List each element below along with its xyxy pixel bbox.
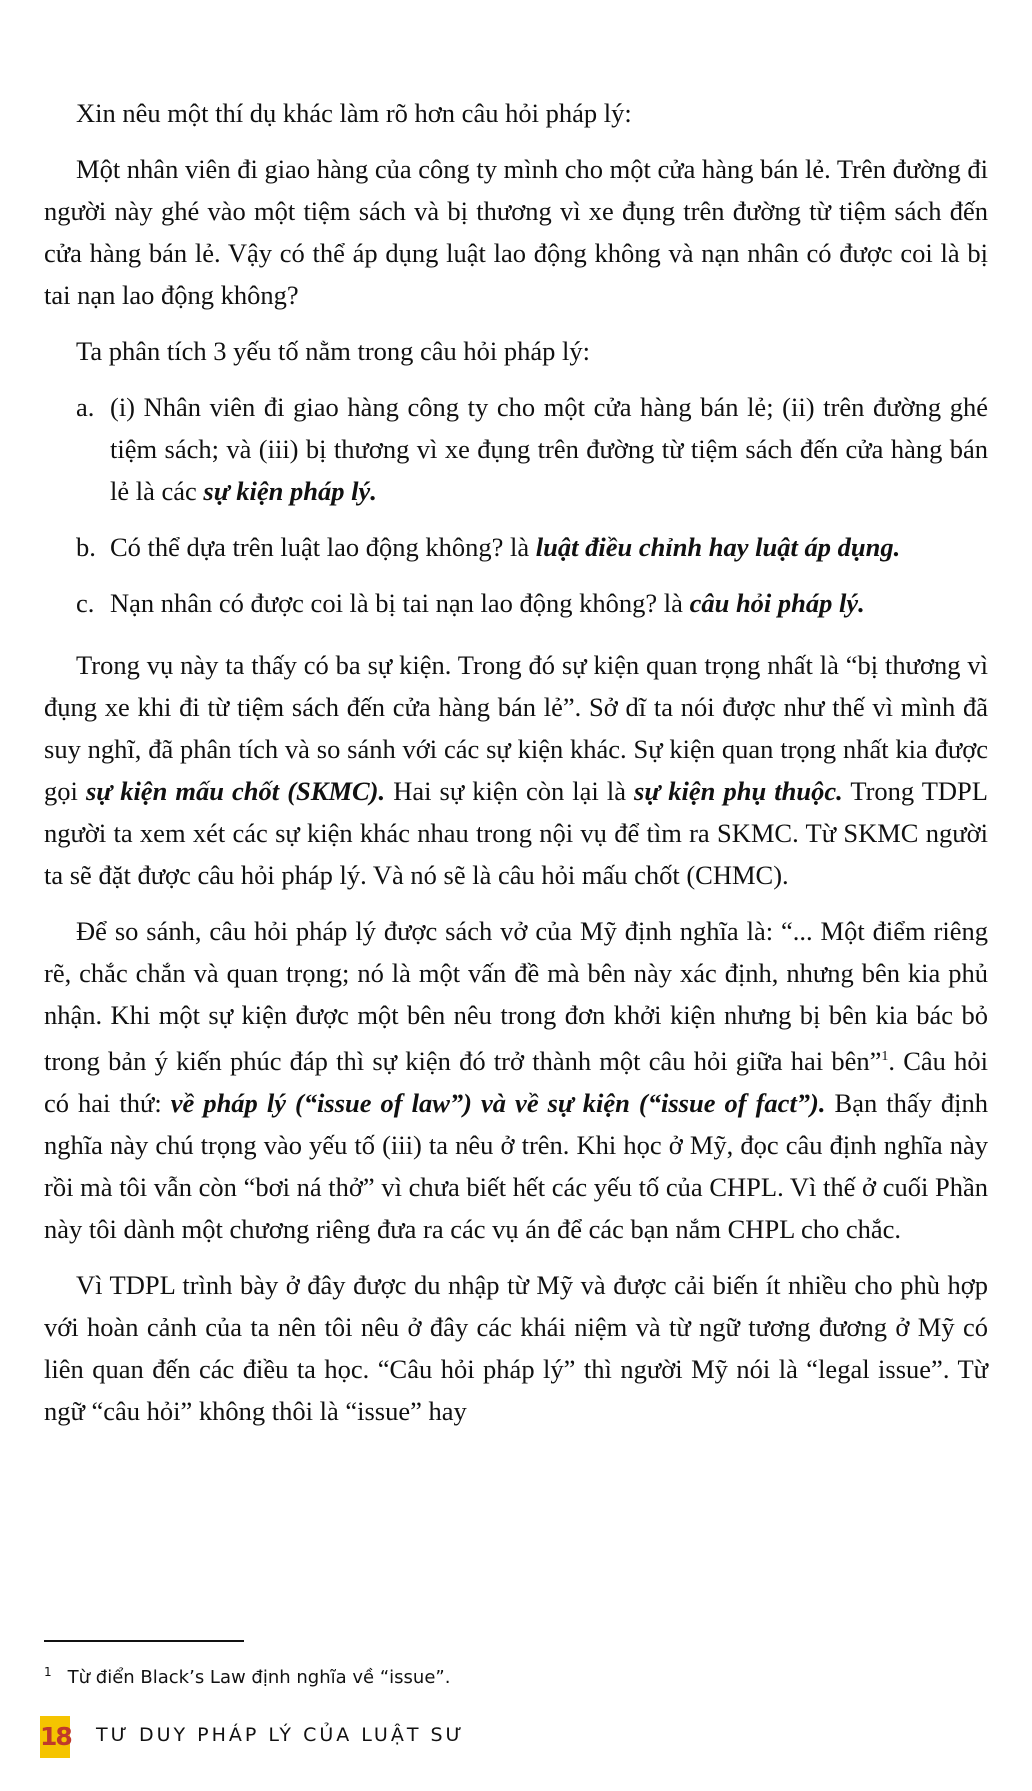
analysis-intro: Ta phân tích 3 yếu tố nằm trong câu hỏi pháp lý: (76, 336, 591, 366)
origin-paragraph: Vì TDPL trình bày ở đây được du nhập từ Mỹ và được cải biến ít nhiều cho phù hợp với hoàn cảnh của ta nên tôi nêu ở đây các khái niệm và từ ngữ tương đương ở Mỹ có liên quan đến các điều ta học. “Câu hỏi pháp lý” thì người Mỹ nói là “legal issue”. Từ ngữ “câu hỏi” không thôi là “issue” hay (44, 1269, 988, 1426)
key-event-term: sự kiện mấu chốt (SKMC). (85, 776, 386, 806)
list-item-text: Có thể dựa trên luật lao động không? là (110, 532, 536, 562)
list-item (44, 526, 988, 568)
list-item (44, 386, 988, 512)
list-item-emphasis: sự kiện pháp lý. (203, 476, 377, 506)
body-text (44, 92, 988, 1446)
compare-paragraph: Để so sánh, câu hỏi pháp lý được sách vở của Mỹ định nghĩa là: “... Một điểm riêng rẽ, chắc chắn và quan trọng; nó là một vấn đề mà bên này xác định, nhưng bên kia phủ nhận. Khi một sự kiện được một bên nêu trong đơn khởi kiện nhưng bị bên kia bác bỏ trong bản ý kiến phúc đáp thì sự kiện đó trở thành một câu hỏi giữa hai bên”$^1$. Câu hỏi có hai thứ: về pháp lý (“issue of law”) và về sự kiện (“issue of fact”). Bạn thấy định nghĩa này chú trọng vào yếu tố (iii) ta nêu ở trên. Khi học ở Mỹ, đọc câu định nghĩa này rồi mà tôi vẫn còn “bơi ná thở” vì chưa biết hết các yếu tố của CHPL. Vì thế ở cuối Phần này tôi dành một chương riêng đưa ra các vụ án để các bạn nắm CHPL cho chắc. (44, 916, 988, 1244)
list-item-emphasis: câu hỏi pháp lý. (689, 588, 865, 618)
list-item-label: a. (76, 392, 95, 422)
footnote-text: Từ điển Black’s Law định nghĩa về “issue”. (67, 1667, 451, 1688)
list-item (44, 582, 988, 624)
footnote-mark: 1 (44, 1665, 52, 1679)
footnote (44, 1665, 944, 1688)
example-paragraph: Một nhân viên đi giao hàng của công ty mình cho một cửa hàng bán lẻ. Trên đường đi người này ghé vào một tiệm sách và bị thương vì xe đụng trên đường từ tiệm sách đến cửa hàng bán lẻ. Vậy có thể áp dụng luật lao động không và nạn nhân có được coi là bị tai nạn lao động không? (44, 154, 988, 310)
list-item-label: b. (76, 532, 96, 562)
footnote-ref[interactable]: 1 (881, 1049, 889, 1064)
running-head: TƯ DUY PHÁP LÝ CỦA LUẬT SƯ (96, 1724, 465, 1746)
footnote-divider (44, 1640, 244, 1642)
page-number: 18 (40, 1716, 70, 1758)
events-paragraph: Trong vụ này ta thấy có ba sự kiện. Trong đó sự kiện quan trọng nhất là “bị thương vì đụng xe khi đi từ tiệm sách đến cửa hàng bán lẻ”. Sở dĩ ta nói được như thế vì mình đã suy nghĩ, đã phân tích và so sánh với các sự kiện khác. Sự kiện quan trọng nhất kia được gọi sự kiện mấu chốt (SKMC). Hai sự kiện còn lại là sự kiện phụ thuộc. Trong TDPL người ta xem xét các sự kiện khác nhau trong nội vụ để tìm ra SKMC. Từ SKMC người ta sẽ đặt được câu hỏi pháp lý. Và nó sẽ là câu hỏi mấu chốt (CHMC). (44, 650, 988, 890)
issue-types-term: về pháp lý (“issue of law”) và về sự kiện (“issue of fact”). (170, 1087, 826, 1118)
list-item-emphasis: luật điều chỉnh hay luật áp dụng. (535, 532, 901, 562)
list-item-text: Nạn nhân có được coi là bị tai nạn lao động không? là (110, 588, 690, 618)
analysis-list (44, 386, 988, 624)
list-item-text: (i) Nhân viên đi giao hàng công ty cho một cửa hàng bán lẻ; (ii) trên đường ghé tiệm sách; và (iii) bị thương vì xe đụng trên đường từ tiệm sách đến cửa hàng bán lẻ là các (110, 392, 988, 506)
intro-paragraph: Xin nêu một thí dụ khác làm rõ hơn câu hỏi pháp lý: (76, 98, 632, 128)
list-item-label: c. (76, 588, 95, 618)
dependent-event-term: sự kiện phụ thuộc. (634, 776, 843, 806)
